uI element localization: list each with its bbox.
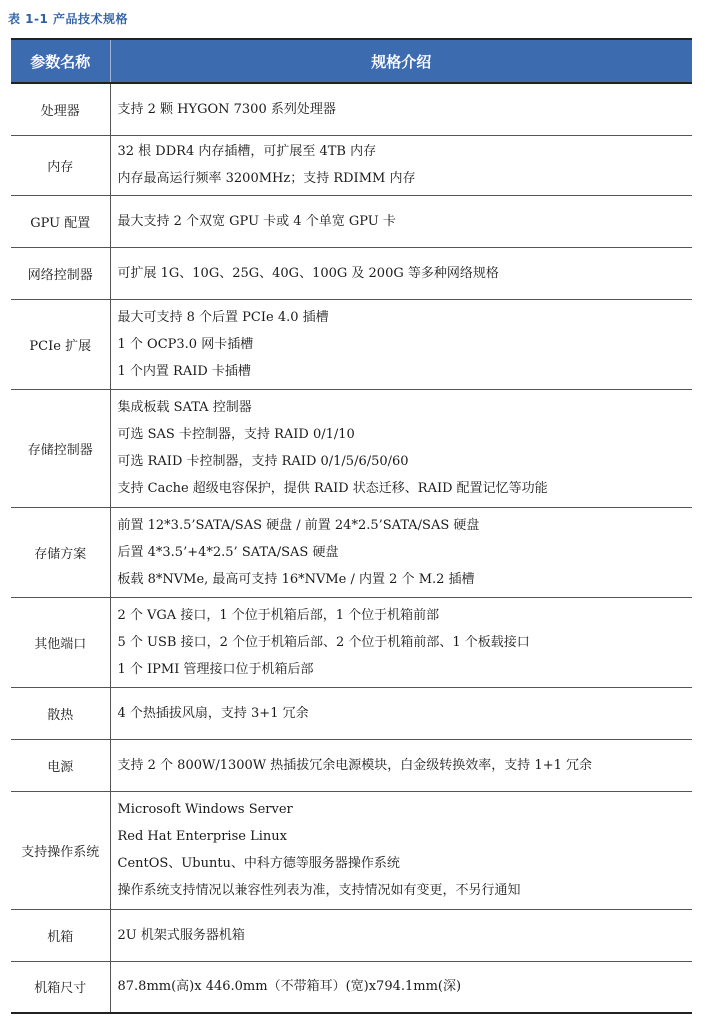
param-name: 处理器 (11, 83, 110, 135)
spec-line: CentOS、Ubuntu、中科方德等服务器操作系统 (117, 856, 400, 871)
spec-value (110, 247, 692, 299)
table-row (11, 389, 692, 507)
param-name: 存储控制器 (11, 389, 110, 507)
spec-table (11, 38, 692, 1014)
spec-value (110, 597, 692, 687)
spec-value (110, 507, 692, 597)
table-row (11, 687, 692, 739)
header-param: 参数名称 (11, 39, 110, 83)
spec-value (110, 135, 692, 195)
table-row (11, 247, 692, 299)
spec-line: 集成板载 SATA 控制器 (117, 400, 252, 415)
spec-line: 4 个热插拔风扇，支持 3+1 冗余 (117, 705, 309, 721)
spec-line: 后置 4*3.5’+4*2.5’ SATA/SAS 硬盘 (117, 544, 339, 560)
param-name: 电源 (11, 739, 110, 791)
table-row (11, 739, 692, 791)
spec-line: 可扩展 1G、10G、25G、40G、100G 及 200G 等多种网络规格 (117, 265, 499, 281)
spec-value (110, 83, 692, 135)
spec-line: 87.8mm(高)x 446.0mm（不带箱耳）(宽)x794.1mm(深) (117, 979, 462, 995)
spec-line: 最大可支持 8 个后置 PCIe 4.0 插槽 (117, 309, 329, 325)
spec-line: 32 根 DDR4 内存插槽，可扩展至 4TB 内存 (117, 144, 377, 159)
spec-value (110, 299, 692, 389)
spec-line: 1 个内置 RAID 卡插槽 (117, 363, 251, 379)
param-name: 机箱 (11, 909, 110, 961)
spec-line: 内存最高运行频率 3200MHz；支持 RDIMM 内存 (117, 171, 416, 186)
table-body (11, 83, 692, 1013)
table-row (11, 961, 692, 1013)
param-name: GPU 配置 (11, 195, 110, 247)
spec-line: Microsoft Windows Server (117, 802, 293, 817)
spec-line: 最大支持 2 个双宽 GPU 卡或 4 个单宽 GPU 卡 (117, 213, 396, 229)
param-name: PCIe 扩展 (11, 299, 110, 389)
table-row (11, 791, 692, 909)
header-spec: 规格介绍 (110, 39, 692, 83)
param-name: 支持操作系统 (11, 791, 110, 909)
spec-line: 支持 2 颗 HYGON 7300 系列处理器 (117, 101, 336, 117)
spec-line: 2 个 VGA 接口，1 个位于机箱后部，1 个位于机箱前部 (117, 607, 440, 623)
spec-value (110, 739, 692, 791)
spec-line: 操作系统支持情况以兼容性列表为准，支持情况如有变更，不另行通知 (117, 883, 521, 898)
spec-line: 可选 RAID 卡控制器，支持 RAID 0/1/5/6/50/60 (117, 454, 409, 469)
spec-line: 板载 8*NVMe, 最高可支持 16*NVMe / 内置 2 个 M.2 插槽 (117, 571, 475, 587)
spec-line: 2U 机架式服务器机箱 (117, 927, 245, 943)
spec-line: 1 个 IPMI 管理接口位于机箱后部 (117, 661, 314, 677)
param-name: 存储方案 (11, 507, 110, 597)
spec-line: 前置 12*3.5’SATA/SAS 硬盘 / 前置 24*2.5’SATA/SAS 硬盘 (117, 517, 480, 533)
spec-line: Red Hat Enterprise Linux (117, 829, 287, 844)
spec-value (110, 195, 692, 247)
table-caption: 表 1-1 产品技术规格 (8, 12, 129, 26)
param-name: 机箱尺寸 (11, 961, 110, 1013)
param-name: 其他端口 (11, 597, 110, 687)
spec-line: 支持 Cache 超级电容保护，提供 RAID 状态迁移、RAID 配置记忆等功能 (117, 481, 548, 496)
param-name: 网络控制器 (11, 247, 110, 299)
table-row (11, 83, 692, 135)
table-row (11, 299, 692, 389)
spec-value (110, 791, 692, 909)
table-header-row (11, 39, 692, 83)
spec-value (110, 389, 692, 507)
table-row (11, 135, 692, 195)
table-row (11, 507, 692, 597)
spec-line: 支持 2 个 800W/1300W 热插拔冗余电源模块，白金级转换效率，支持 1+1 冗余 (117, 757, 593, 773)
spec-value (110, 961, 692, 1013)
spec-line: 5 个 USB 接口，2 个位于机箱后部、2 个位于机箱前部、1 个板载接口 (117, 634, 530, 650)
table-row (11, 597, 692, 687)
param-name: 散热 (11, 687, 110, 739)
param-name: 内存 (11, 135, 110, 195)
spec-value (110, 687, 692, 739)
spec-value (110, 909, 692, 961)
spec-line: 1 个 OCP3.0 网卡插槽 (117, 336, 254, 352)
table-row (11, 195, 692, 247)
spec-line: 可选 SAS 卡控制器，支持 RAID 0/1/10 (117, 427, 355, 442)
table-row (11, 909, 692, 961)
